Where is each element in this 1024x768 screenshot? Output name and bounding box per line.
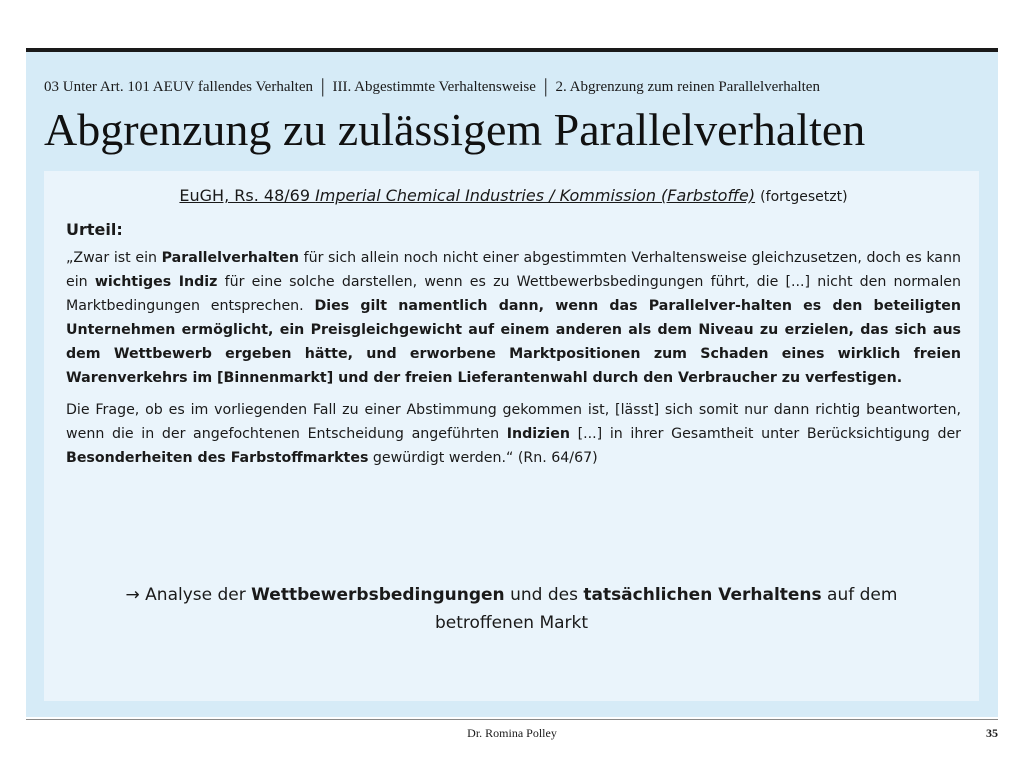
footer-divider xyxy=(26,719,998,720)
breadcrumb-item-chapter: 03 Unter Art. 101 AEUV fallendes Verhalten xyxy=(44,79,313,95)
body-text: gewürdigt werden.“ (Rn. 64/67) xyxy=(368,450,598,466)
body-text: für eine solche darstellen, wenn es zu Wettbewerbsbedingungen führt, die [...] nicht den normalen Marktbedingungen entsprechen. xyxy=(66,274,961,314)
breadcrumb xyxy=(44,74,984,97)
body-text: auf dem betroffenen Markt xyxy=(434,585,898,633)
body-text: „Zwar ist ein xyxy=(66,250,162,266)
emphasis-text: tatsächlichen Verhaltens xyxy=(583,585,822,605)
quote-paragraph-1 xyxy=(66,246,961,390)
body-text: Die Frage, ob es im vorliegenden Fall zu einer Abstimmung gekommen ist, [lässt] sich somit nur dann richtig beantworten, wenn die in der angefochtenen Entscheidung angeführten xyxy=(66,402,961,442)
page-number: 35 xyxy=(986,726,998,740)
emphasis-text: Dies gilt namentlich dann, wenn das Parallelver-halten es den beteiligten Unternehmen ermöglicht, ein Preisgleichgewicht auf einem anderen als dem Niveau zu erzielen, das sich aus dem Wettbewerb ergeben hätte, und erworbene Marktpositionen zum Schaden eines wirklich freien Warenverkehrs im [Binnenmarkt] und der freien Lieferantenwahl durch den Verbraucher zu verfestigen. xyxy=(66,298,961,386)
body-text: [...] in ihrer Gesamtheit unter Berücksichtigung der xyxy=(569,426,962,442)
urteil-heading: Urteil: xyxy=(66,220,123,239)
case-citation-link xyxy=(179,186,755,205)
page-title: Abgrenzung zu zulässigem Parallelverhalten xyxy=(44,104,866,155)
content-box xyxy=(44,171,979,701)
body-text: und des xyxy=(504,585,584,605)
emphasis-text: Parallelverhalten xyxy=(161,250,299,266)
case-citation xyxy=(66,185,961,208)
breadcrumb-item-subsection: 2. Abgrenzung zum reinen Parallelverhalten xyxy=(555,79,820,95)
body-text: → Analyse der xyxy=(125,585,252,605)
breadcrumb-separator: | xyxy=(320,75,325,97)
case-prefix: EuGH, Rs. 48/69 xyxy=(179,186,316,205)
quote-paragraph-2 xyxy=(66,398,961,470)
footer-author: Dr. Romina Polley xyxy=(467,726,557,740)
emphasis-text: wichtiges Indiz xyxy=(94,274,218,290)
emphasis-text: Indizien xyxy=(506,426,570,442)
breadcrumb-item-section: III. Abgestimmte Verhaltensweise xyxy=(332,79,536,95)
emphasis-text: Wettbewerbsbedingungen xyxy=(251,585,505,605)
slide-area xyxy=(26,48,998,717)
conclusion-text xyxy=(84,581,939,637)
case-name: Imperial Chemical Industries / Kommission (Farbstoffe) xyxy=(315,186,756,205)
body-text: für sich allein noch nicht einer abgestimmten Verhaltensweise gleichzusetzen, doch es kann ein xyxy=(66,250,961,290)
case-suffix: (fortgesetzt) xyxy=(760,189,848,205)
breadcrumb-separator: | xyxy=(543,75,548,97)
emphasis-text: Besonderheiten des Farbstoffmarktes xyxy=(66,450,369,466)
